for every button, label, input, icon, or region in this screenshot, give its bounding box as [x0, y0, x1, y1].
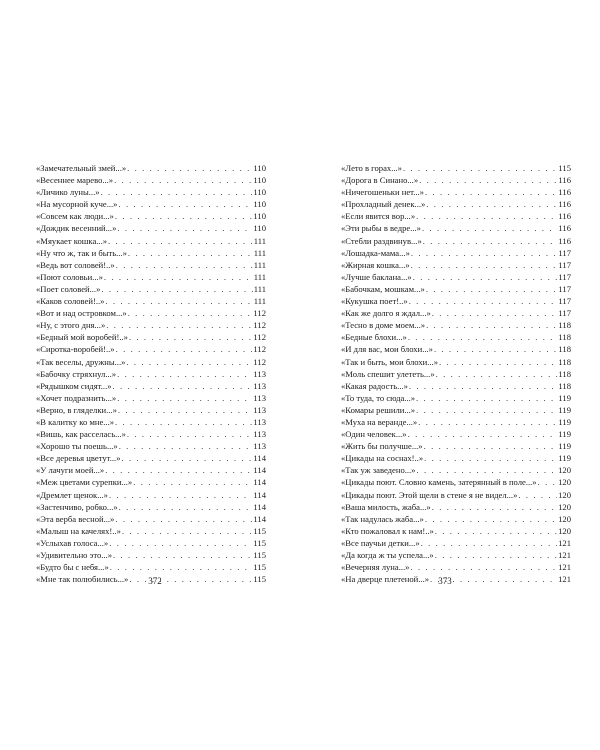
- toc-entry: [36, 513, 266, 525]
- entry-title: «Как же долго я ждал...»: [341, 308, 431, 319]
- toc-entry: [341, 368, 571, 380]
- entry-page-number: 121: [558, 574, 571, 585]
- toc-entry: [36, 222, 266, 234]
- entry-page-number: 115: [253, 574, 266, 585]
- dot-leader: [110, 561, 253, 573]
- dot-leader: [119, 440, 253, 452]
- dot-leader: [115, 513, 252, 525]
- dot-leader: [416, 392, 557, 404]
- entry-title: «Эти рыбы в ведре...»: [341, 223, 421, 234]
- entry-title: «Все деревья цветут...»: [36, 453, 121, 464]
- entry-page-number: 111: [253, 247, 266, 258]
- toc-entry: [36, 247, 266, 259]
- entry-page-number: 110: [253, 175, 266, 186]
- entry-page-number: 116: [558, 223, 571, 234]
- toc-entry: [36, 283, 266, 295]
- entry-title: «В калитку ко мне...»: [36, 416, 115, 427]
- entry-page-number: 117: [558, 296, 571, 307]
- entry-page-number: 117: [558, 283, 571, 294]
- entry-page-number: 119: [558, 441, 571, 452]
- dot-leader: [105, 295, 252, 307]
- dot-leader: [436, 368, 558, 380]
- entry-title: «Бабочкам, мошкам...»: [341, 283, 425, 294]
- dot-leader: [411, 259, 558, 271]
- entry-title: «Муха на веранде...»: [341, 416, 418, 427]
- entry-title: «Стебли раздвинув...»: [341, 235, 422, 246]
- toc-entry: [36, 440, 266, 452]
- dot-leader: [432, 501, 557, 513]
- entry-title: «Поют соловьи...»: [36, 271, 103, 282]
- entry-title: «Услыхав голоса...»: [36, 537, 109, 548]
- toc-entry: [341, 319, 571, 331]
- entry-title: «Цикады на соснах!..»: [341, 453, 424, 464]
- dot-leader: [117, 222, 252, 234]
- entry-title: «Лошадка-мама...»: [341, 247, 410, 258]
- toc-entry: [36, 501, 266, 513]
- dot-leader: [116, 343, 253, 355]
- toc-entry: [36, 210, 266, 222]
- entry-title: «Верно, в гляделки...»: [36, 404, 117, 415]
- entry-page-number: 120: [558, 465, 571, 476]
- entry-title: «Дремлет щенок...»: [36, 489, 108, 500]
- entry-title: «Ваша милость, жаба...»: [341, 501, 431, 512]
- toc-entry: [341, 392, 571, 404]
- toc-entry: [341, 501, 571, 513]
- toc-entry: [36, 343, 266, 355]
- toc-entry: [341, 283, 571, 295]
- entry-title: «Да когда ж ты успела...»: [341, 550, 434, 560]
- toc-entry: [341, 259, 571, 271]
- entry-page-number: 112: [253, 320, 266, 331]
- entry-page-number: 114: [253, 513, 266, 524]
- toc-list-right: [341, 162, 571, 585]
- entry-page-number: 115: [253, 550, 266, 560]
- entry-title: «Личико луны...»: [36, 187, 100, 198]
- toc-entry: [36, 356, 266, 368]
- toc-entry: [36, 476, 266, 488]
- entry-title: «На дверце плетеной...»: [341, 574, 430, 585]
- toc-entry: [36, 319, 266, 331]
- entry-title: «Цикады поют. Словно камень, затерянный в поле...»: [341, 477, 537, 488]
- toc-entry: [341, 464, 571, 476]
- entry-title: «Комары решили...»: [341, 404, 416, 415]
- dot-leader: [518, 489, 557, 501]
- entry-title: «Кукушка поет!..»: [341, 296, 408, 307]
- toc-entry: [341, 537, 571, 549]
- entry-page-number: 110: [253, 223, 266, 234]
- dot-leader: [423, 235, 558, 247]
- toc-entry: [341, 271, 571, 283]
- entry-title: «Меж цветами сурепки...»: [36, 477, 133, 488]
- dot-leader: [411, 247, 558, 259]
- dot-leader: [425, 186, 557, 198]
- dot-leader: [434, 343, 557, 355]
- dot-leader: [118, 404, 253, 416]
- toc-entry: [341, 525, 571, 537]
- entry-title: «Бедный мой воробей!..»: [36, 332, 128, 343]
- entry-page-number: 120: [558, 525, 571, 536]
- toc-entry: [36, 489, 266, 501]
- entry-title: «Жирная кошка...»: [341, 259, 410, 270]
- entry-title: «То туда, то сюда...»: [341, 392, 416, 403]
- dot-leader: [128, 307, 253, 319]
- dot-leader: [122, 525, 253, 537]
- entry-page-number: 110: [253, 187, 266, 198]
- entry-page-number: 119: [558, 453, 571, 464]
- toc-entry: [341, 186, 571, 198]
- toc-entry: [36, 561, 266, 573]
- dot-leader: [421, 537, 557, 549]
- entry-title: «Тесно в доме моем...»: [341, 320, 426, 331]
- entry-title: «Жить бы получше...»: [341, 441, 423, 452]
- entry-page-number: 119: [558, 429, 571, 440]
- toc-entry: [341, 549, 571, 561]
- entry-page-number: 119: [558, 416, 571, 427]
- entry-page-number: 114: [253, 465, 266, 476]
- entry-title: «Ничегошеньки нет...»: [341, 187, 424, 198]
- dot-leader: [104, 271, 253, 283]
- dot-leader: [106, 319, 252, 331]
- toc-entry: [36, 464, 266, 476]
- toc-entry: [36, 549, 266, 561]
- entry-page-number: 113: [253, 429, 266, 440]
- entry-page-number: 113: [253, 392, 266, 403]
- dot-leader: [101, 186, 253, 198]
- dot-leader: [115, 210, 253, 222]
- dot-leader: [416, 210, 557, 222]
- entry-page-number: 110: [253, 163, 266, 173]
- entry-page-number: 118: [558, 320, 571, 331]
- dot-leader: [416, 464, 557, 476]
- entry-title: «Мяукает кошка...»: [36, 235, 108, 246]
- toc-entry: [36, 331, 266, 343]
- entry-page-number: 113: [253, 380, 266, 391]
- entry-page-number: 111: [253, 296, 266, 307]
- entry-title: «Бабочку стряхнул...»: [36, 368, 117, 379]
- entry-page-number: 114: [253, 501, 266, 512]
- entry-page-number: 116: [558, 211, 571, 222]
- entry-page-number: 114: [253, 489, 266, 500]
- entry-page-number: 121: [558, 537, 571, 548]
- entry-title: «Рядышком сидят...»: [36, 380, 112, 391]
- toc-entry: [341, 440, 571, 452]
- entry-page-number: 116: [558, 187, 571, 198]
- toc-entry: [36, 174, 266, 186]
- toc-entry: [36, 380, 266, 392]
- toc-entry: [341, 162, 571, 174]
- toc-entry: [36, 452, 266, 464]
- entry-page-number: 114: [253, 453, 266, 464]
- entry-title: «Хорошо ты поешь...»: [36, 441, 118, 452]
- entry-page-number: 111: [253, 271, 266, 282]
- entry-page-number: 120: [558, 477, 571, 488]
- entry-title: «Вечерняя луна...»: [341, 562, 410, 573]
- toc-entry: [341, 222, 571, 234]
- entry-page-number: 110: [253, 211, 266, 222]
- dot-leader: [435, 549, 557, 561]
- toc-entry: [36, 525, 266, 537]
- entry-title: «Моль спешит улететь...»: [341, 368, 435, 379]
- toc-entry: [36, 416, 266, 428]
- entry-title: «Поет соловей...»: [36, 283, 101, 294]
- entry-page-number: 118: [558, 344, 571, 355]
- entry-page-number: 111: [253, 259, 266, 270]
- dot-leader: [117, 368, 252, 380]
- entry-page-number: 118: [558, 356, 571, 367]
- entry-title: «И для вас, мои блохи...»: [341, 344, 433, 355]
- toc-entry: [341, 356, 571, 368]
- entry-page-number: 114: [253, 477, 266, 488]
- entry-title: «Малыш на качелях!..»: [36, 525, 121, 536]
- entry-page-number: 118: [558, 368, 571, 379]
- entry-page-number: 115: [253, 525, 266, 536]
- entry-page-number: 115: [558, 163, 571, 173]
- entry-title: «Удивительно это...»: [36, 550, 112, 560]
- dot-leader: [114, 174, 252, 186]
- entry-title: «Дорога в Синано...»: [341, 175, 419, 186]
- dot-leader: [108, 235, 253, 247]
- toc-entry: [341, 428, 571, 440]
- toc-entry: [341, 210, 571, 222]
- entry-title: «Будто бы с небя...»: [36, 562, 109, 573]
- entry-title: «Лето в горах...»: [341, 163, 402, 173]
- dot-leader: [426, 198, 557, 210]
- toc-entry: [36, 162, 266, 174]
- toc-entry: [341, 416, 571, 428]
- entry-title: «Застенчиво, робко...»: [36, 501, 118, 512]
- toc-entry: [341, 307, 571, 319]
- toc-entry: [341, 561, 571, 573]
- entry-page-number: 113: [253, 404, 266, 415]
- entry-title: «Замечательный змей...»: [36, 163, 127, 173]
- entry-title: «Мне так полюбились...»: [36, 574, 129, 585]
- entry-page-number: 112: [253, 344, 266, 355]
- toc-entry: [341, 489, 571, 501]
- entry-title: «Цикады поют. Этой щели в стене я не видел...»: [341, 489, 518, 500]
- dot-leader: [419, 174, 557, 186]
- entry-title: «Вот и над островком...»: [36, 308, 127, 319]
- entry-page-number: 112: [253, 332, 266, 343]
- entry-page-number: 117: [558, 259, 571, 270]
- entry-page-number: 120: [558, 489, 571, 500]
- toc-entry: [36, 186, 266, 198]
- dot-leader: [116, 259, 253, 271]
- toc-entry: [341, 452, 571, 464]
- dot-leader: [424, 452, 557, 464]
- toc-entry: [341, 174, 571, 186]
- dot-leader: [113, 380, 253, 392]
- dot-leader: [409, 380, 558, 392]
- entry-title: «Кто пожаловал к нам!..»: [341, 525, 434, 536]
- entry-page-number: 115: [253, 562, 266, 573]
- entry-title: «Бедные блохи...»: [341, 332, 407, 343]
- entry-page-number: 119: [558, 392, 571, 403]
- toc-entry: [341, 235, 571, 247]
- entry-title: «Так веселы, дружны...»: [36, 356, 126, 367]
- entry-title: «На мусорной куче...»: [36, 199, 118, 210]
- toc-entry: [36, 404, 266, 416]
- entry-title: «У лачуги моей...»: [36, 465, 105, 476]
- entry-page-number: 116: [558, 199, 571, 210]
- toc-entry: [341, 198, 571, 210]
- dot-leader: [425, 513, 557, 525]
- dot-leader: [408, 331, 558, 343]
- toc-entry: [341, 331, 571, 343]
- dot-leader: [127, 428, 253, 440]
- entry-title: «Совсем как люди...»: [36, 211, 114, 222]
- toc-entry: [341, 513, 571, 525]
- entry-title: «Хочет подразнить...»: [36, 392, 117, 403]
- entry-title: «Так надулась жаба...»: [341, 513, 424, 524]
- entry-title: «Лучше баклана...»: [341, 271, 412, 282]
- entry-page-number: 117: [558, 308, 571, 319]
- dot-leader: [129, 331, 252, 343]
- entry-title: «Ведь вот соловей!..»: [36, 259, 115, 270]
- entry-title: «Сиротка-воробей!..»: [36, 344, 115, 355]
- toc-entry: [341, 247, 571, 259]
- toc-entry: [36, 537, 266, 549]
- entry-page-number: 121: [558, 550, 571, 560]
- dot-leader: [416, 404, 557, 416]
- dot-leader: [128, 247, 253, 259]
- dot-leader: [133, 476, 252, 488]
- entry-title: «Если явится вор...»: [341, 211, 416, 222]
- entry-title: «Ну, с этого дня...»: [36, 320, 106, 331]
- entry-page-number: 118: [558, 380, 571, 391]
- page-number-left: 372: [148, 576, 162, 586]
- dot-leader: [413, 271, 558, 283]
- entry-page-number: 117: [558, 247, 571, 258]
- entry-title: «Каков соловей!..»: [36, 296, 105, 307]
- entry-page-number: 110: [253, 199, 266, 210]
- entry-page-number: 120: [558, 501, 571, 512]
- entry-page-number: 113: [253, 368, 266, 379]
- entry-page-number: 119: [558, 404, 571, 415]
- entry-title: «Какая радость...»: [341, 380, 408, 391]
- dot-leader: [409, 295, 558, 307]
- entry-page-number: 115: [253, 537, 266, 548]
- entry-title: «Так и быть, мои блохи...»: [341, 356, 438, 367]
- toc-entry: [341, 476, 571, 488]
- entry-title: «Один человек...»: [341, 429, 407, 440]
- dot-leader: [127, 162, 252, 174]
- entry-title: «Все паучьи детки...»: [341, 537, 420, 548]
- dot-leader: [126, 356, 252, 368]
- dot-leader: [418, 416, 557, 428]
- dot-leader: [105, 464, 252, 476]
- dot-leader: [109, 537, 252, 549]
- dot-leader: [115, 416, 252, 428]
- toc-entry: [36, 295, 266, 307]
- entry-title: «Весеннее марево...»: [36, 175, 114, 186]
- left-page: [36, 162, 266, 585]
- dot-leader: [410, 561, 557, 573]
- dot-leader: [117, 392, 252, 404]
- toc-entry: [36, 392, 266, 404]
- toc-entry: [36, 307, 266, 319]
- entry-title: «Эта верба весной...»: [36, 513, 115, 524]
- right-page: [341, 162, 571, 585]
- entry-title: «Так уж заведено...»: [341, 465, 416, 476]
- dot-leader: [119, 501, 253, 513]
- toc-entry: [341, 295, 571, 307]
- dot-leader: [435, 525, 557, 537]
- dot-leader: [113, 549, 252, 561]
- entry-page-number: 116: [558, 175, 571, 186]
- dot-leader: [432, 307, 558, 319]
- entry-title: «Ну что ж, так и быть...»: [36, 247, 127, 258]
- entry-page-number: 120: [558, 513, 571, 524]
- entry-page-number: 112: [253, 308, 266, 319]
- entry-title: «Вишь, как расселась...»: [36, 429, 126, 440]
- dot-leader: [439, 356, 557, 368]
- dot-leader: [118, 198, 252, 210]
- toc-entry: [341, 343, 571, 355]
- page-number-right: 373: [438, 576, 452, 586]
- dot-leader: [109, 489, 252, 501]
- toc-entry: [36, 235, 266, 247]
- dot-leader: [122, 452, 253, 464]
- toc-entry: [341, 380, 571, 392]
- entry-title: «Прохладный денек...»: [341, 199, 426, 210]
- entry-page-number: 113: [253, 416, 266, 427]
- dot-leader: [426, 283, 558, 295]
- dot-leader: [101, 283, 252, 295]
- dot-leader: [426, 319, 557, 331]
- entry-page-number: 111: [253, 283, 266, 294]
- entry-page-number: 113: [253, 441, 266, 452]
- entry-page-number: 111: [253, 235, 266, 246]
- entry-title: «Дождик весенний...»: [36, 223, 117, 234]
- toc-entry: [341, 404, 571, 416]
- dot-leader: [422, 222, 557, 234]
- dot-leader: [408, 428, 558, 440]
- toc-list-left: [36, 162, 266, 585]
- toc-entry: [36, 198, 266, 210]
- toc-entry: [36, 271, 266, 283]
- entry-page-number: 117: [558, 271, 571, 282]
- toc-entry: [36, 428, 266, 440]
- entry-page-number: 118: [558, 332, 571, 343]
- entry-page-number: 121: [558, 562, 571, 573]
- toc-entry: [36, 259, 266, 271]
- toc-entry: [36, 368, 266, 380]
- dot-leader: [538, 476, 558, 488]
- entry-page-number: 112: [253, 356, 266, 367]
- entry-page-number: 116: [558, 235, 571, 246]
- dot-leader: [403, 162, 557, 174]
- dot-leader: [424, 440, 558, 452]
